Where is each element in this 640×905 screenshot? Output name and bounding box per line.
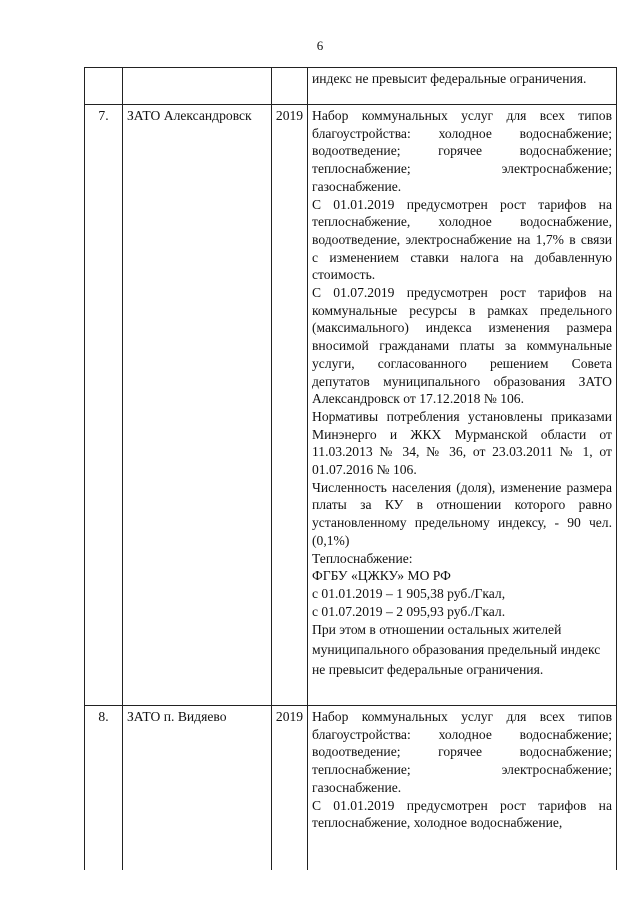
description-paragraph: Набор коммунальных услуг для всех типов благоустройства: холодное водоснабжение; водоотведение; горячее водоснабжение; теплоснабжение; электроснабжение; газоснабжение. <box>312 108 612 194</box>
description-paragraph: ФГБУ «ЦЖКУ» МО РФ <box>312 568 451 584</box>
table-row <box>85 68 617 105</box>
tariff-table <box>84 67 617 870</box>
description-paragraph: индекс не превысит федеральные ограничения. <box>312 71 587 86</box>
description-paragraph: Теплоснабжение: <box>312 550 413 566</box>
description-paragraph: с 01.01.2019 – 1 905,38 руб./Гкал, <box>312 585 506 601</box>
row-number <box>85 68 123 105</box>
municipality-name <box>123 68 272 105</box>
description-paragraph: С 01.01.2019 предусмотрен рост тарифов на теплоснабжение, холодное водоснабжение, водоотведение, электроснабжение на 1,7% в связи с изменением ставки налога на добавленную стоимость. <box>312 196 612 283</box>
municipality-name: ЗАТО Александровск <box>123 105 272 706</box>
row-year: 2019 <box>272 105 308 706</box>
description-paragraph: С 01.01.2019 предусмотрен рост тарифов на теплоснабжение, холодное водоснабжение, <box>312 797 612 831</box>
row-description <box>308 105 617 706</box>
row-number: 8. <box>85 706 123 871</box>
row-year: 2019 <box>272 706 308 871</box>
row-description <box>308 706 617 871</box>
description-paragraph: Набор коммунальных услуг для всех типов благоустройства: холодное водоснабжение; водоотведение; горячее водоснабжение; теплоснабжение; электроснабжение; газоснабжение. <box>312 709 612 795</box>
table-row <box>85 105 617 706</box>
description-paragraph: с 01.07.2019 – 2 095,93 руб./Гкал. <box>312 603 506 619</box>
row-number: 7. <box>85 105 123 706</box>
description-paragraph: С 01.07.2019 предусмотрен рост тарифов на коммунальные ресурсы в рамках предельного (максимального) индекса изменения размера вносимой гражданами платы за коммунальные услуги, согласованного решением Совета депутатов муниципального образования ЗАТО Александровск от 17.12.2018 № 106. <box>312 285 612 407</box>
description-paragraph: Нормативы потребления установлены приказами Минэнерго и ЖКХ Мурманской области от 11.03.2013 № 34, № 36, от 23.03.2011 № 1, от 01.07.2016 № 106. <box>312 408 612 478</box>
description-paragraph: Численность населения (доля), изменение размера платы за КУ в отношении которого равно установленному предельному индексу, - 90 чел. (0,1%) <box>312 479 612 548</box>
row-description <box>308 68 617 105</box>
table-row <box>85 706 617 871</box>
municipality-name: ЗАТО п. Видяево <box>123 706 272 871</box>
description-paragraph: При этом в отношении остальных жителей муниципального образования предельный индекс не превысит федеральные ограничения. <box>312 622 601 678</box>
page-number: 6 <box>316 38 324 53</box>
row-year <box>272 68 308 105</box>
